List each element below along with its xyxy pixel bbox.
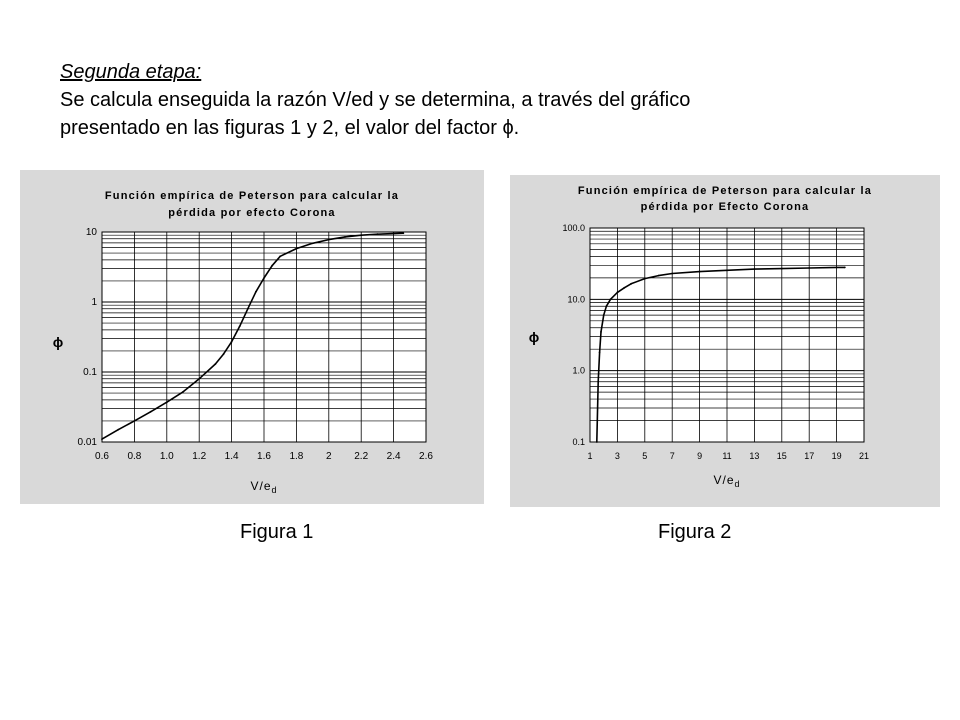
x-tick-label: 0.6 [95, 451, 109, 462]
x-tick-label: 1.8 [289, 451, 304, 462]
x-tick-label: 11 [722, 451, 732, 461]
data-point [263, 277, 265, 279]
x-tick-label: 19 [831, 451, 842, 461]
x-tick-label: 17 [804, 451, 815, 461]
data-point [597, 381, 599, 383]
y-axis-label: ϕ [52, 334, 64, 350]
data-point [279, 255, 281, 257]
x-tick-label: 2.6 [419, 451, 433, 462]
y-tick-label: 10.0 [567, 294, 585, 305]
data-point [377, 233, 379, 235]
data-point [328, 239, 330, 241]
x-tick-label: 21 [858, 451, 870, 461]
y-tick-label: 0.01 [77, 437, 97, 448]
data-point [596, 441, 598, 443]
x-tick-label: 0.8 [127, 451, 142, 462]
figure-2-caption: Figura 2 [658, 521, 732, 543]
data-point [223, 353, 225, 355]
data-point [610, 298, 612, 300]
figure-1-chart [20, 170, 484, 504]
data-point [198, 378, 200, 380]
x-tick-label: 1.0 [159, 451, 174, 462]
data-point [644, 278, 646, 280]
data-point [699, 271, 701, 273]
data-point [781, 268, 783, 270]
data-point [255, 291, 257, 293]
x-tick-label: 13 [749, 451, 760, 461]
data-point [658, 275, 660, 277]
data-point [599, 352, 601, 354]
chart-title-line: pérdida por Efecto Corona [640, 201, 810, 213]
x-tick-label: 1.4 [224, 451, 239, 462]
data-point [134, 420, 136, 422]
data-point [808, 267, 810, 269]
intro-line-2: presentado en las figuras 1 y 2, el valor del factor ϕ. [60, 117, 520, 139]
x-tick-label: 2.2 [354, 451, 369, 462]
y-tick-label: 0.1 [83, 367, 97, 378]
y-axis-label: ϕ [528, 329, 540, 345]
intro-text [60, 58, 920, 142]
data-point [182, 391, 184, 393]
x-tick-label: 1.6 [257, 451, 271, 462]
x-tick-label: 3 [614, 451, 620, 461]
figure-2-panel [510, 175, 940, 507]
y-tick-label: 1 [91, 297, 97, 308]
y-tick-label: 1.0 [572, 365, 585, 376]
x-tick-label: 2.4 [386, 451, 401, 462]
chart-title-line: Función empírica de Peterson para calcular la [577, 185, 873, 197]
figure-1-caption: Figura 1 [240, 521, 314, 543]
data-point [603, 314, 605, 316]
x-tick-label: 1.2 [192, 451, 207, 462]
x-axis-label: $V/e_d$ [713, 473, 741, 489]
data-point [360, 234, 362, 236]
data-point [101, 438, 103, 440]
data-point [836, 267, 838, 269]
figure-2-chart [510, 175, 940, 507]
data-point [754, 268, 756, 270]
y-tick-label: 0.1 [572, 437, 585, 447]
data-point [117, 429, 119, 431]
data-point [393, 233, 395, 235]
x-tick-label: 1 [587, 451, 593, 461]
section-heading: Segunda etapa: [60, 61, 202, 83]
data-point [402, 232, 404, 234]
y-tick-label: 100.0 [562, 223, 585, 233]
data-point [215, 363, 217, 365]
data-point [600, 331, 602, 333]
data-point [617, 292, 619, 294]
intro-line-1: Se calcula enseguida la razón V/ed y se determina, a través del gráfico [60, 89, 691, 111]
data-point [247, 308, 249, 310]
data-point [726, 269, 728, 271]
data-point [166, 401, 168, 403]
chart-title-line: Función empírica de Peterson para calcular la [104, 190, 400, 202]
y-tick-label: 10 [85, 227, 97, 238]
data-point [239, 325, 241, 327]
data-point [312, 242, 314, 244]
x-tick-label: 9 [697, 451, 703, 461]
data-point [623, 287, 625, 289]
data-point [296, 248, 298, 250]
data-point [231, 341, 233, 343]
x-tick-label: 7 [669, 451, 675, 461]
data-point [844, 267, 846, 269]
chart-title-line: pérdida por efecto Corona [168, 207, 336, 219]
data-point [271, 265, 273, 267]
data-point [606, 305, 608, 307]
x-tick-label: 2 [326, 451, 332, 462]
x-tick-label: 5 [642, 451, 648, 461]
x-axis-label: $V/e_d$ [250, 479, 278, 495]
data-point [150, 411, 152, 413]
data-point [344, 236, 346, 238]
data-point [630, 283, 632, 285]
x-tick-label: 15 [776, 451, 787, 461]
data-point [671, 273, 673, 275]
figure-1-panel [20, 170, 484, 504]
